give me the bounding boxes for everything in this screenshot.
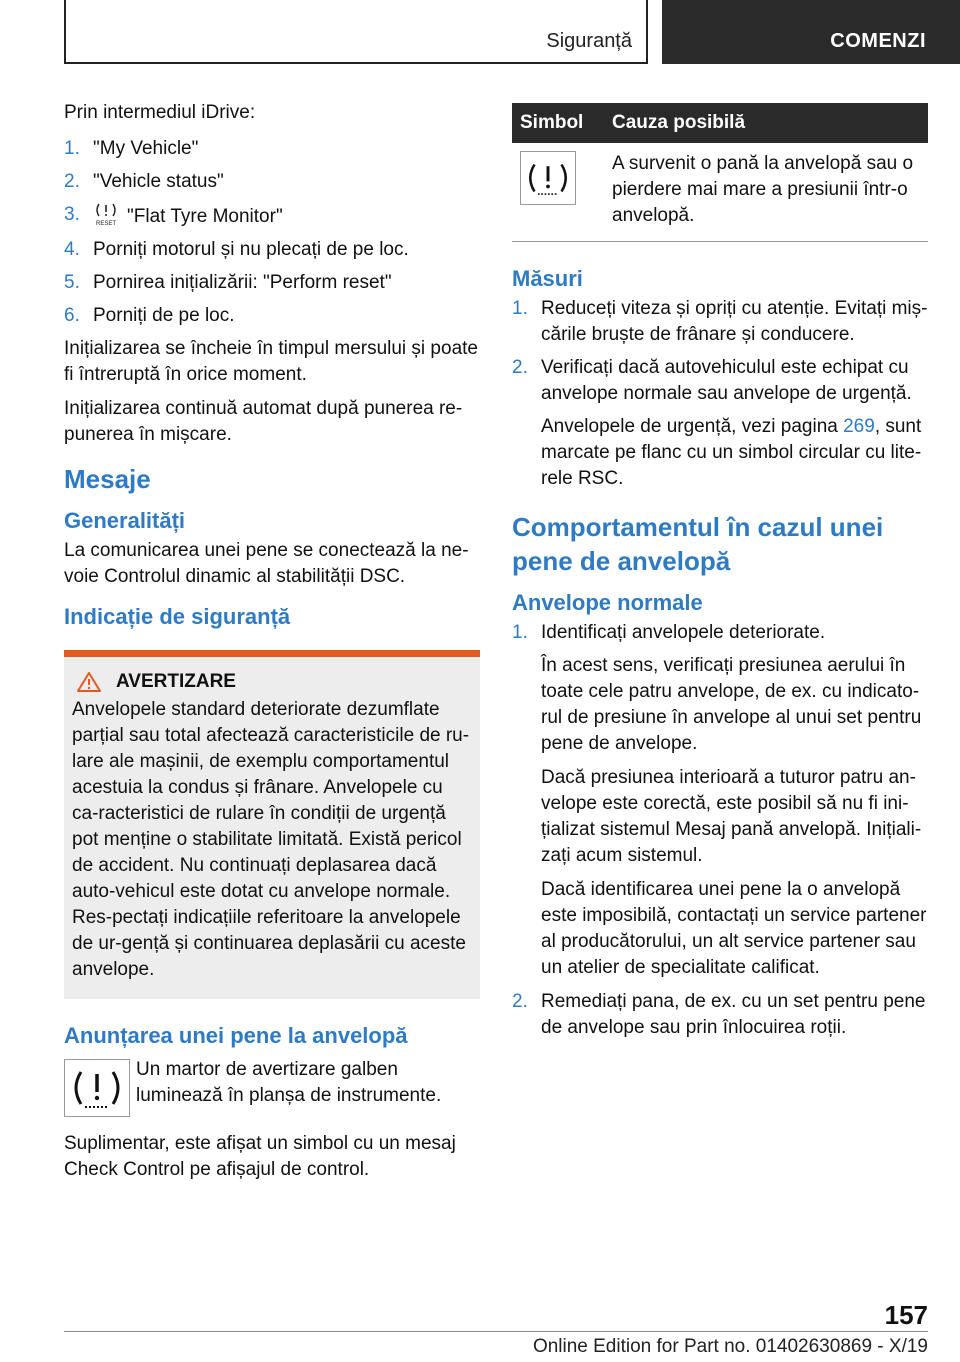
- list-item: [64, 202, 480, 230]
- step-number: 2.: [512, 357, 528, 378]
- normale-sub-3: Dacă identificarea unei pene la o anvelopă este imposibilă, contactați un service partener al producătorului, un alt service partener sau un atelier de specialitate calificat.: [541, 879, 927, 978]
- normale-sub-1: În acest sens, verificați presiunea aerului în toate cele patru anvelope, de ex. cu indicato-rul de presiune în anvelope al unui set pentru pene de anvelope.: [541, 655, 922, 754]
- heading-mesaje: Mesaje: [64, 464, 151, 494]
- normale-list: [512, 620, 928, 646]
- heading-comportament: Comportamentul în cazul unei pene de anvelopă: [512, 512, 884, 576]
- right-column: [512, 103, 928, 1048]
- svg-text:RESET: RESET: [95, 221, 117, 226]
- masuri-sub-text-b: , sunt marcate pe flanc cu un simbol circular cu lite-rele RSC.: [541, 416, 922, 489]
- list-item: [512, 355, 928, 407]
- step-number: 1.: [512, 622, 528, 643]
- masuri-list: [512, 296, 928, 407]
- init-paragraph-2: Inițializarea continuă automat după punerea re-punerea în mișcare.: [64, 398, 463, 445]
- list-item: [512, 989, 928, 1041]
- page-number: 157: [884, 1300, 928, 1330]
- list-item: [512, 296, 928, 348]
- warning-box: [64, 657, 480, 999]
- step-text: "Vehicle status": [93, 171, 224, 192]
- indicator-row: [64, 1057, 480, 1117]
- tire-pressure-reset-icon: [93, 202, 119, 226]
- table-header-cause: Cauza posibilă: [604, 103, 928, 143]
- step-text: Porniți de pe loc.: [93, 305, 235, 326]
- warning-triangle-icon: [76, 671, 102, 693]
- idrive-steps: [64, 136, 480, 329]
- footer-divider: [64, 1331, 928, 1332]
- header-chapter-title: COMENZI: [830, 30, 926, 52]
- step-text: Pornirea inițializării: "Perform reset": [93, 272, 392, 293]
- header-section-box: [64, 0, 648, 64]
- list-item: [64, 169, 480, 195]
- heading-indicatie: Indicație de siguranță: [64, 604, 291, 629]
- heading-generalitati: Generalități: [64, 508, 186, 533]
- header-chapter-box: [662, 0, 960, 64]
- step-number: 5.: [64, 272, 80, 293]
- step-text: Verificați dacă autovehiculul este echipat cu anvelope normale sau anvelope de urgență.: [541, 357, 912, 404]
- header-section-title: Siguranță: [546, 30, 632, 52]
- warning-title-text: AVERTIZARE: [116, 671, 236, 692]
- table-cell-symbol: [512, 143, 604, 242]
- warning-text: Anvelopele standard deteriorate dezumflate parțial sau total afectează caracteristicile de ru-lare ale mașinii, de exemplu comportamentul acestuia la condus și frânare. Anvelopele cu ca-racteristici de rulare în condiții de urgență pot menține o stabilitate limitată. Există pericol de accident. Nu continuați deplasarea dacă auto-vehicul este dotat cu anvelope normale. Res-pectați indicațiile referitoare la anvelopele de ur-gență și continuarea deplasării cu aceste anvelope.: [72, 699, 470, 980]
- tire-pressure-warning-icon: [65, 1060, 129, 1116]
- step-text: "Flat Tyre Monitor": [127, 206, 283, 227]
- step-number: 3.: [64, 204, 80, 225]
- step-number: 1.: [64, 138, 80, 159]
- warning-title: [76, 671, 472, 693]
- warning-bar: [64, 650, 480, 657]
- masuri-sub-paragraph: [512, 414, 928, 492]
- heading-anuntare: Anunțarea unei pene la anvelopă: [64, 1023, 408, 1048]
- heading-anvelope-normale: Anvelope normale: [512, 590, 703, 615]
- normale-sub-2: Dacă presiunea interioară a tuturor patru an-velope este corectă, este posibil să nu fi ini-țializat sistemul Mesaj pană anvelopă. Inițiali-zați acum sistemul.: [541, 767, 922, 866]
- step-text: Identificați anvelopele deteriorate.: [541, 622, 826, 643]
- table-cell-cause: A survenit o pană la anvelopă sau o pierdere mai mare a presiunii într-o anvelopă.: [604, 143, 928, 242]
- intro-text: Prin intermediul iDrive:: [64, 102, 256, 123]
- left-column: [64, 100, 480, 1183]
- init-paragraph-1: Inițializarea se încheie în timpul mersului și poate fi întreruptă în orice moment.: [64, 338, 478, 385]
- table-row: [512, 143, 928, 242]
- step-number: 2.: [512, 991, 528, 1012]
- table-header-row: [512, 103, 928, 143]
- list-item: [512, 620, 928, 646]
- step-number: 4.: [64, 239, 80, 260]
- step-text: Porniți motorul și nu plecați de pe loc.: [93, 239, 409, 260]
- heading-masuri: Măsuri: [512, 266, 583, 291]
- list-item: [64, 237, 480, 263]
- table-icon-box: [520, 151, 576, 205]
- list-item: [64, 270, 480, 296]
- masuri-sub-text-a: Anvelopele de urgență, vezi pagina: [541, 416, 844, 437]
- indicator-icon-box: [64, 1059, 130, 1117]
- normale-list-2: [512, 989, 928, 1041]
- list-item: [64, 136, 480, 162]
- footer-edition: Online Edition for Part no. 01402630869 - X/19: [532, 1336, 928, 1357]
- indicator-text: Un martor de avertizare galben luminează în planșa de instrumente.: [136, 1059, 442, 1106]
- step-number: 1.: [512, 298, 528, 319]
- step-number: 6.: [64, 305, 80, 326]
- symbol-table: [512, 103, 928, 242]
- supplementary-paragraph: Suplimentar, este afișat un simbol cu un mesaj Check Control pe afișajul de control.: [64, 1133, 456, 1180]
- step-text: "My Vehicle": [93, 138, 199, 159]
- step-text: Remediați pana, de ex. cu un set pentru pene de anvelope sau prin înlocuirea roții.: [541, 991, 926, 1038]
- page-link-269[interactable]: 269: [843, 416, 875, 437]
- list-item: [64, 303, 480, 329]
- general-paragraph: La comunicarea unei pene se conectează la ne-voie Controlul dinamic al stabilității DSC.: [64, 540, 469, 587]
- table-header-symbol: Simbol: [512, 103, 604, 143]
- step-number: 2.: [64, 171, 80, 192]
- tire-pressure-warning-icon: [521, 152, 575, 204]
- step-text: Reduceți viteza și opriți cu atenție. Evitați miș-cările bruște de frânare și conducere.: [541, 298, 928, 345]
